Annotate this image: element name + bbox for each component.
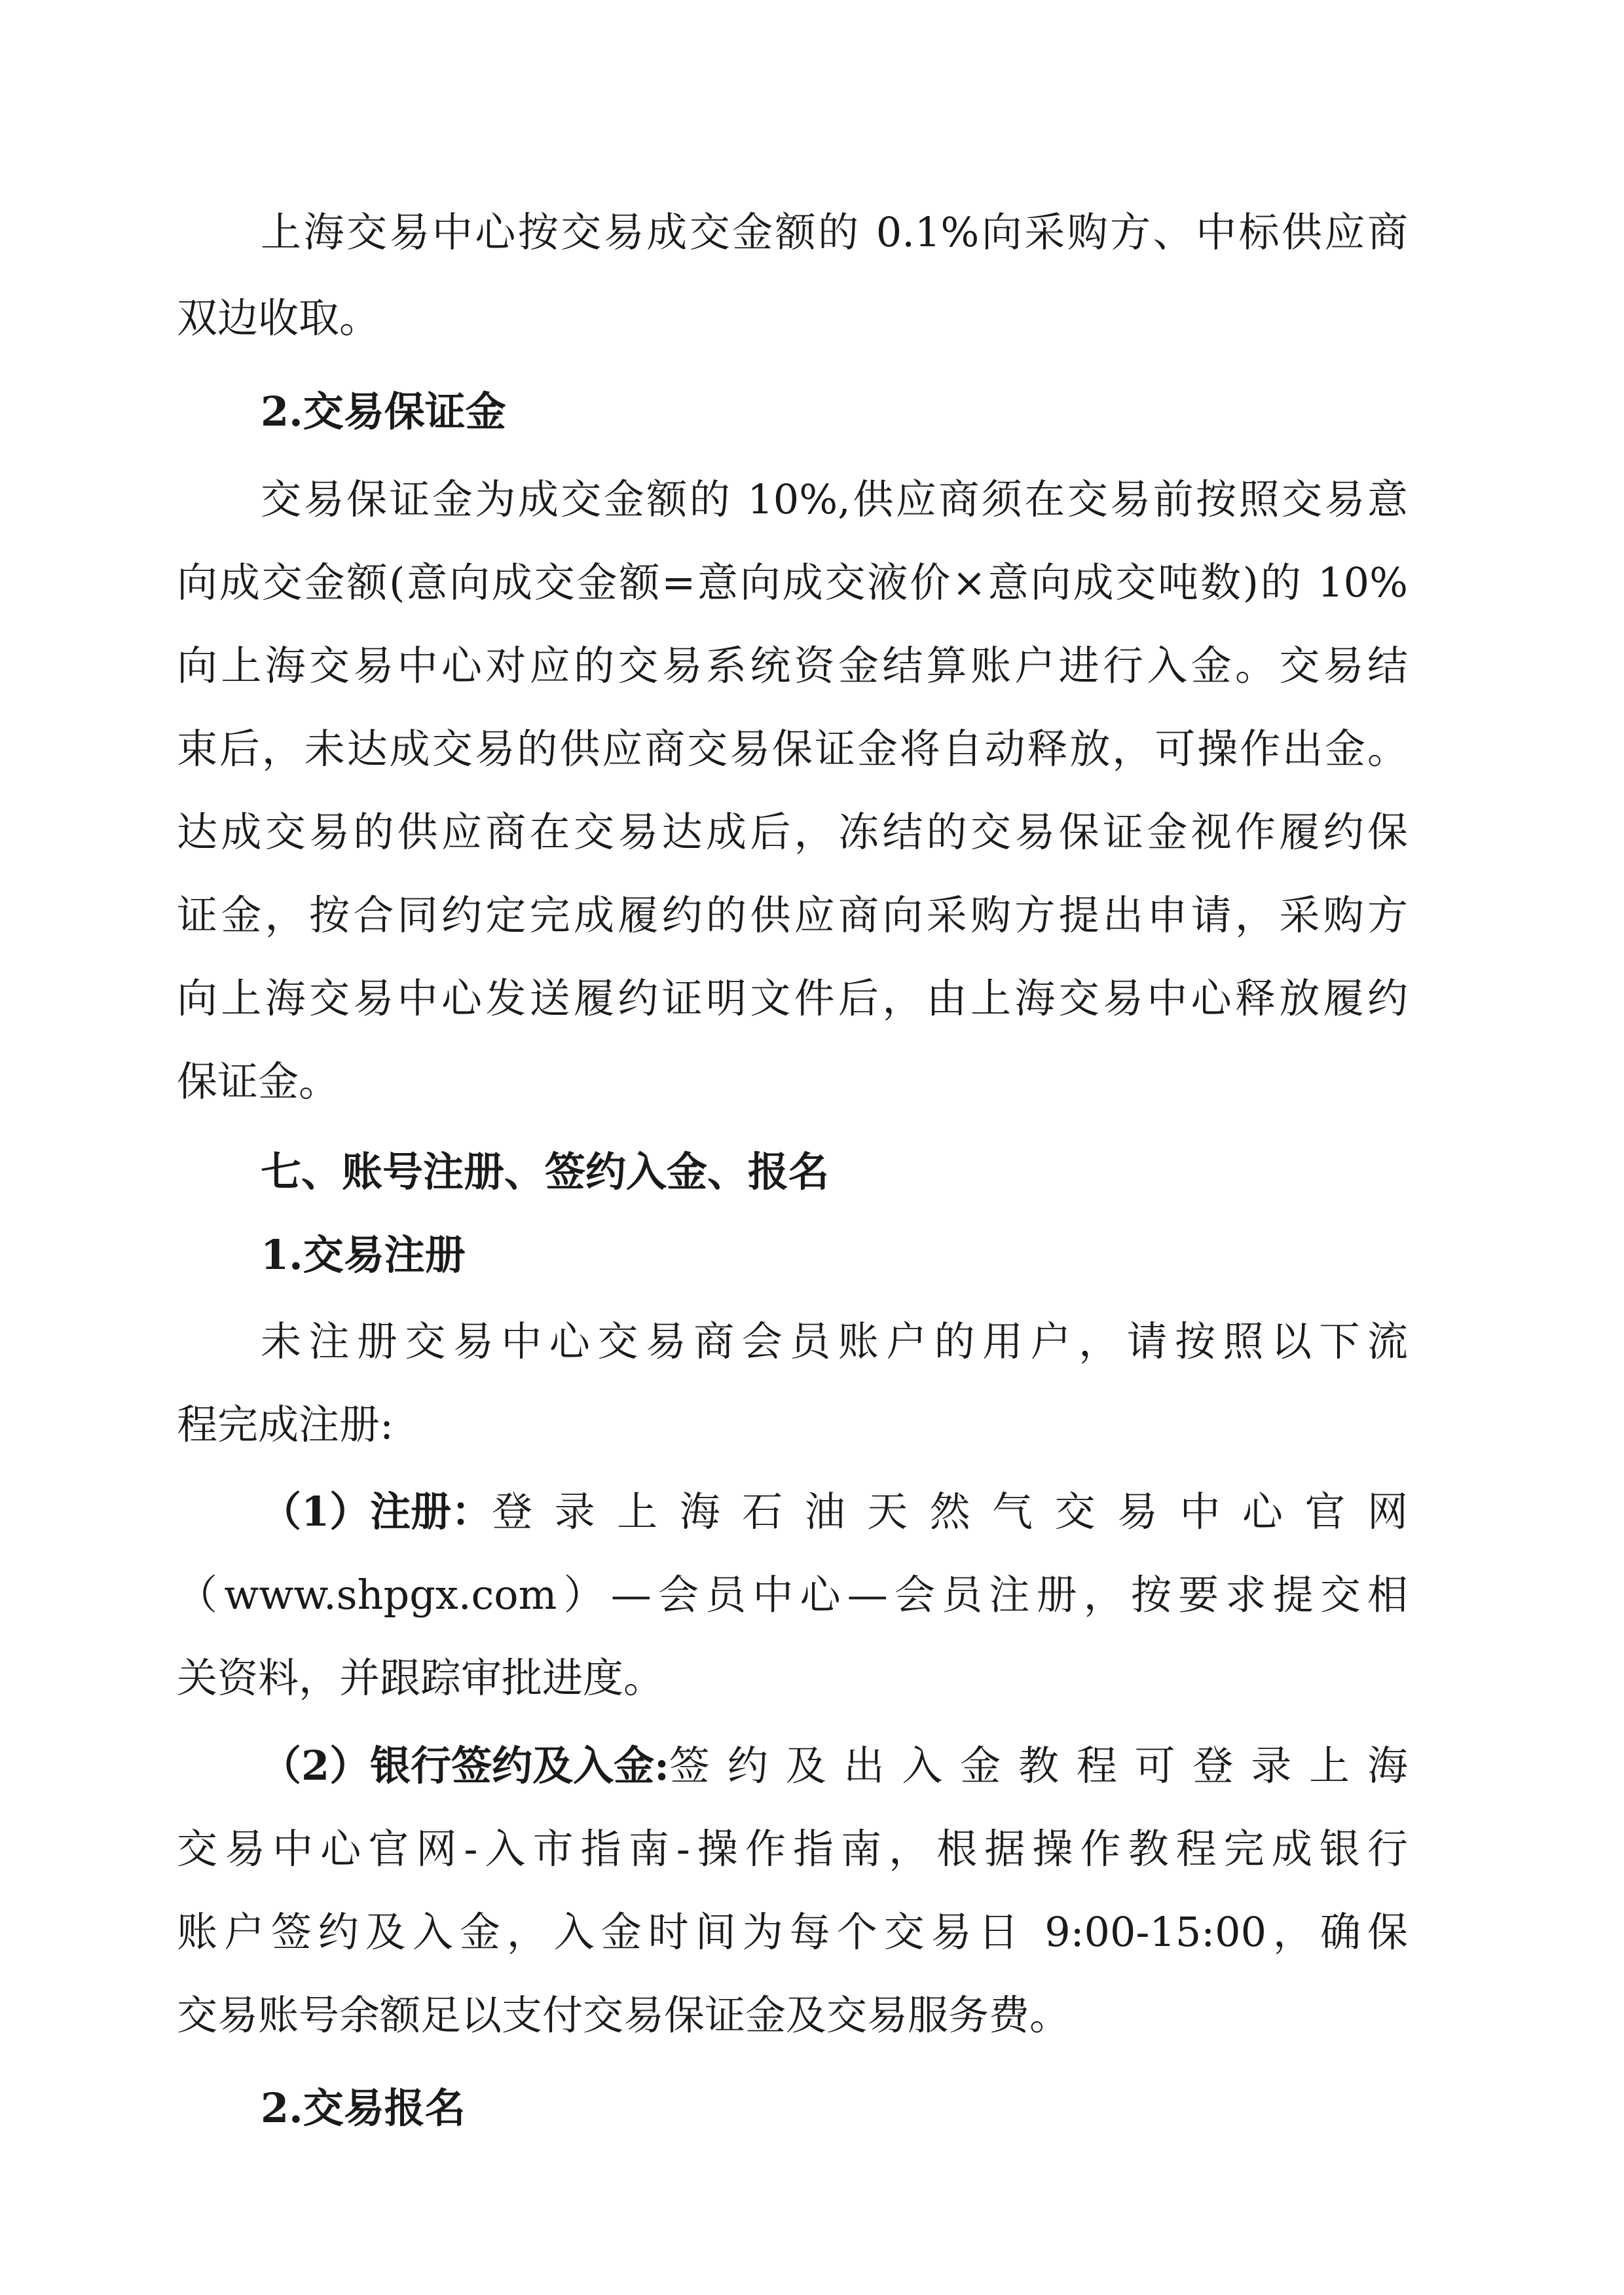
register-line-1: 未注册交易中心交易商会员账户的用户，请按照以下流 xyxy=(261,1317,1408,1365)
item1-text: 登录上海石油天然气交易中心官网 xyxy=(492,1488,1408,1535)
item2-label: （2）银行签约及入金: xyxy=(261,1742,670,1790)
item2-line-3: 账户签约及入金，入金时间为每个交易日 9:00-15:00，确保 xyxy=(177,1908,1408,1956)
item2-line-4: 交易账号余额足以支付交易保证金及交易服务费。 xyxy=(177,1991,1071,2039)
item2-text: 签约及出入金教程可登录上海 xyxy=(669,1742,1408,1790)
item2-line-2: 交易中心官网-入市指南-操作指南，根据操作教程完成银行 xyxy=(177,1825,1408,1873)
fee-line-2: 双边收取。 xyxy=(177,294,380,342)
item2-line-1 xyxy=(261,1736,1408,1795)
item1-label: （1）注册： xyxy=(261,1488,492,1535)
deposit-line-1: 交易保证金为成交金额的 10%,供应商须在交易前按照交易意 xyxy=(261,475,1408,523)
deposit-line-7: 向上海交易中心发送履约证明文件后，由上海交易中心释放履约 xyxy=(177,974,1408,1022)
deposit-line-2: 向成交金额(意向成交金额=意向成交液价×意向成交吨数)的 10% xyxy=(177,559,1408,606)
section-title: 七、账号注册、签约入金、报名 xyxy=(261,1148,830,1196)
deposit-line-8: 保证金。 xyxy=(177,1057,340,1105)
heading-deposit: 2.交易保证金 xyxy=(261,388,506,435)
register-line-2: 程完成注册: xyxy=(177,1401,394,1448)
item1-line-2: （www.shpgx.com）—会员中心—会员注册，按要求提交相 xyxy=(177,1571,1408,1619)
deposit-line-5: 达成交易的供应商在交易达成后，冻结的交易保证金视作履约保 xyxy=(177,808,1408,856)
deposit-line-6: 证金，按合同约定完成履约的供应商向采购方提出申请，采购方 xyxy=(177,891,1408,939)
item1-line-3: 关资料，并跟踪审批进度。 xyxy=(177,1654,665,1702)
deposit-line-4: 束后，未达成交易的供应商交易保证金将自动释放，可操作出金。 xyxy=(177,725,1408,773)
item1-line-1 xyxy=(261,1482,1408,1541)
heading-signup: 2.交易报名 xyxy=(261,2084,466,2132)
deposit-line-3: 向上海交易中心对应的交易系统资金结算账户进行入金。交易结 xyxy=(177,642,1408,689)
fee-line-1: 上海交易中心按交易成交金额的 0.1%向采购方、中标供应商 xyxy=(261,208,1408,256)
heading-register: 1.交易注册 xyxy=(261,1231,466,1279)
